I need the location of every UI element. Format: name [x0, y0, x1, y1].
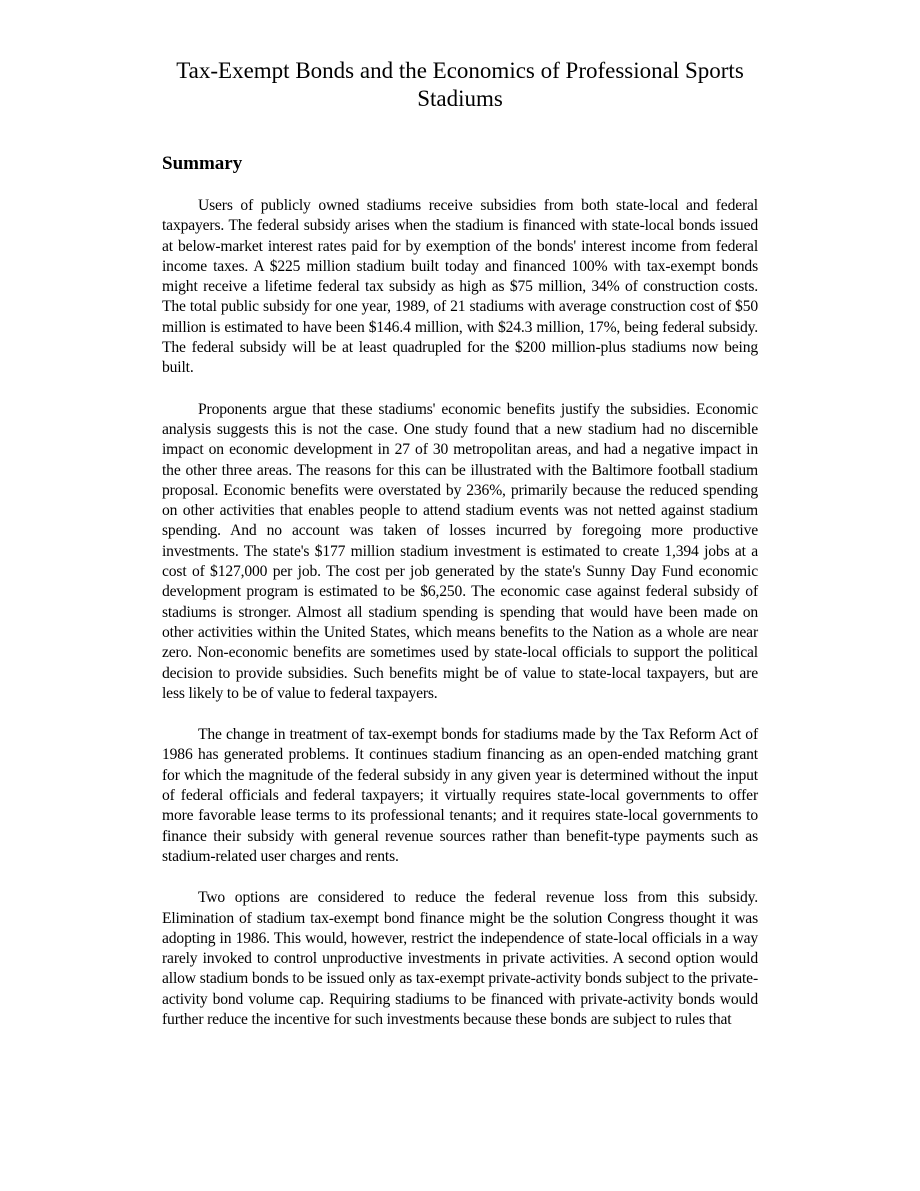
- summary-body: [162, 196, 758, 1051]
- paragraph-4: Two options are considered to reduce the federal revenue loss from this subsidy. Elimination of stadium tax-exempt bond finance might be the solution Congress thought it was adopting in 1986. This would, however, restrict the independence of state-local officials in a way rarely invoked to control unproductive investments in private activities. A second option would allow stadium bonds to be issued only as tax-exempt private-activity bonds subject to the private-activity bond volume cap. Requiring stadiums to be financed with private-activity bonds would further reduce the incentive for such investments because these bonds are subject to rules that: [162, 889, 758, 1028]
- section-heading: Summary: [162, 153, 243, 174]
- paragraph-2: Proponents argue that these stadiums' economic benefits justify the subsidies. Economic analysis suggests this is not the case. One study found that a new stadium had no discernible impact on economic development in 27 of 30 metropolitan areas, and had a negative impact in the other three areas. The reasons for this can be illustrated with the Baltimore football stadium proposal. Economic benefits were overstated by 236%, primarily because the reduced spending on other activities that enables people to attend stadium events was not netted against stadium spending. And no account was taken of losses incurred by foregoing more productive investments. The state's $177 million stadium investment is estimated to create 1,394 jobs at a cost of $127,000 per job. The cost per job generated by the state's Sunny Day Fund economic development program is estimated to be $6,250. The economic case against federal subsidy of stadiums is stronger. Almost all stadium spending is spending that would have been made on other activities within the United States, which means benefits to the Nation as a whole are near zero. Non-economic benefits are sometimes used by state-local officials to support the political decision to provide subsidies. Such benefits might be of value to state-local taxpayers, but are less likely to be of value to federal taxpayers.: [162, 400, 758, 702]
- document-title: Tax-Exempt Bonds and the Economics of Professional Sports Stadiums: [176, 58, 744, 111]
- paragraph-3: The change in treatment of tax-exempt bonds for stadiums made by the Tax Reform Act of 1986 has generated problems. It continues stadium financing as an open-ended matching grant for which the magnitude of the federal subsidy in any given year is determined without the input of federal officials and federal taxpayers; it virtually requires state-local governments to offer more favorable lease terms to its professional tenants; and it requires state-local governments to finance their subsidy with general revenue sources rather than benefit-type payments such as stadium-related user charges and rents.: [162, 726, 758, 865]
- paragraph-1: Users of publicly owned stadiums receive subsidies from both state-local and federal taxpayers. The federal subsidy arises when the stadium is financed with state-local bonds issued at below-market interest rates paid for by exemption of the bonds' interest income from federal income taxes. A $225 million stadium built today and financed 100% with tax-exempt bonds might receive a lifetime federal tax subsidy as high as $75 million, 34% of construction costs. The total public subsidy for one year, 1989, of 21 stadiums with average construction cost of $50 million is estimated to have been $146.4 million, with $24.3 million, 17%, being federal subsidy. The federal subsidy will be at least quadrupled for the $200 million-plus stadiums now being built.: [162, 197, 758, 377]
